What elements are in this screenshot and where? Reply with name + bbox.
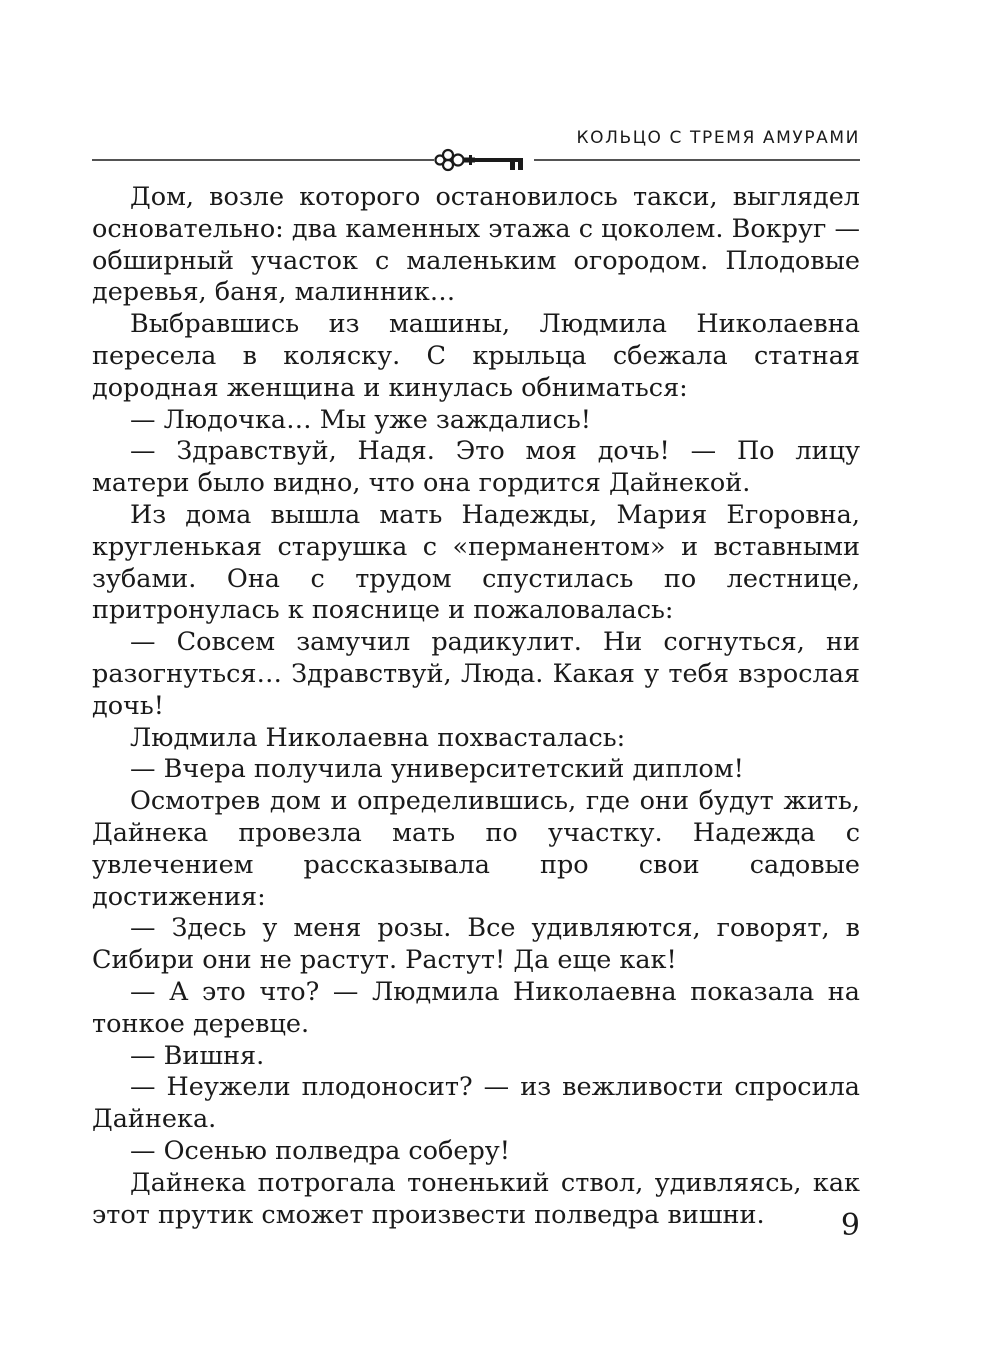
header-rule <box>92 142 860 178</box>
paragraph: Выбравшись из машины, Людмила Николаевна пересела в коляску. С крыльца сбежала статная дородная женщина и кинулась обниматься: <box>92 309 860 403</box>
page-number: 9 <box>840 1208 860 1243</box>
dialogue-line: — Совсем замучил радикулит. Ни согнуться, ни разогнуться… Здравствуй, Люда. Какая у тебя взрослая дочь! <box>92 627 860 721</box>
running-title: КОЛЬЦО С ТРЕМЯ АМУРАМИ <box>576 128 860 148</box>
dialogue-line: — А это что? — Людмила Николаевна показала на тонкое деревце. <box>92 976 860 1039</box>
paragraph: Осмотрев дом и определившись, где они будут жить, Дайнека провезла мать по участку. Надежда с увлечением рассказывала про свои садовые достижения: <box>92 786 860 912</box>
paragraph: Дайнека потрогала тоненький ствол, удивляясь, как этот прутик сможет произвести полведра вишни. <box>92 1167 860 1230</box>
dialogue-line: — Здесь у меня розы. Все удивляются, говорят, в Сибири они не растут. Растут! Да еще как! <box>92 913 860 976</box>
dialogue-line: — Вишня. <box>130 1040 265 1071</box>
dialogue-line: — Неужели плодоносит? — из вежливости спросила Дайнека. <box>92 1072 860 1135</box>
dialogue-line: — Людочка… Мы уже заждались! <box>130 404 591 435</box>
dialogue-line: — Вчера получила университетский диплом! <box>130 754 744 785</box>
dialogue-line: — Здравствуй, Надя. Это моя дочь! — По лицу матери было видно, что она гордится Дайнекой. <box>92 436 860 499</box>
paragraph: Людмила Николаевна похвасталась: <box>130 722 626 753</box>
paragraph: Из дома вышла мать Надежды, Мария Егоровна, кругленькая старушка с «перманентом» и вставными зубами. Она с трудом спустилась по лестнице, притронулась к пояснице и пожаловалась: <box>92 499 860 626</box>
paragraph: Дом, возле которого остановилось такси, выглядел основательно: два каменных этажа с цоколем. Вокруг — обширный участок с маленьким огородом. Плодовые деревья, баня, малинник… <box>92 182 860 308</box>
body-text <box>92 182 860 1231</box>
dialogue-line: — Осенью полведра соберу! <box>130 1135 511 1166</box>
